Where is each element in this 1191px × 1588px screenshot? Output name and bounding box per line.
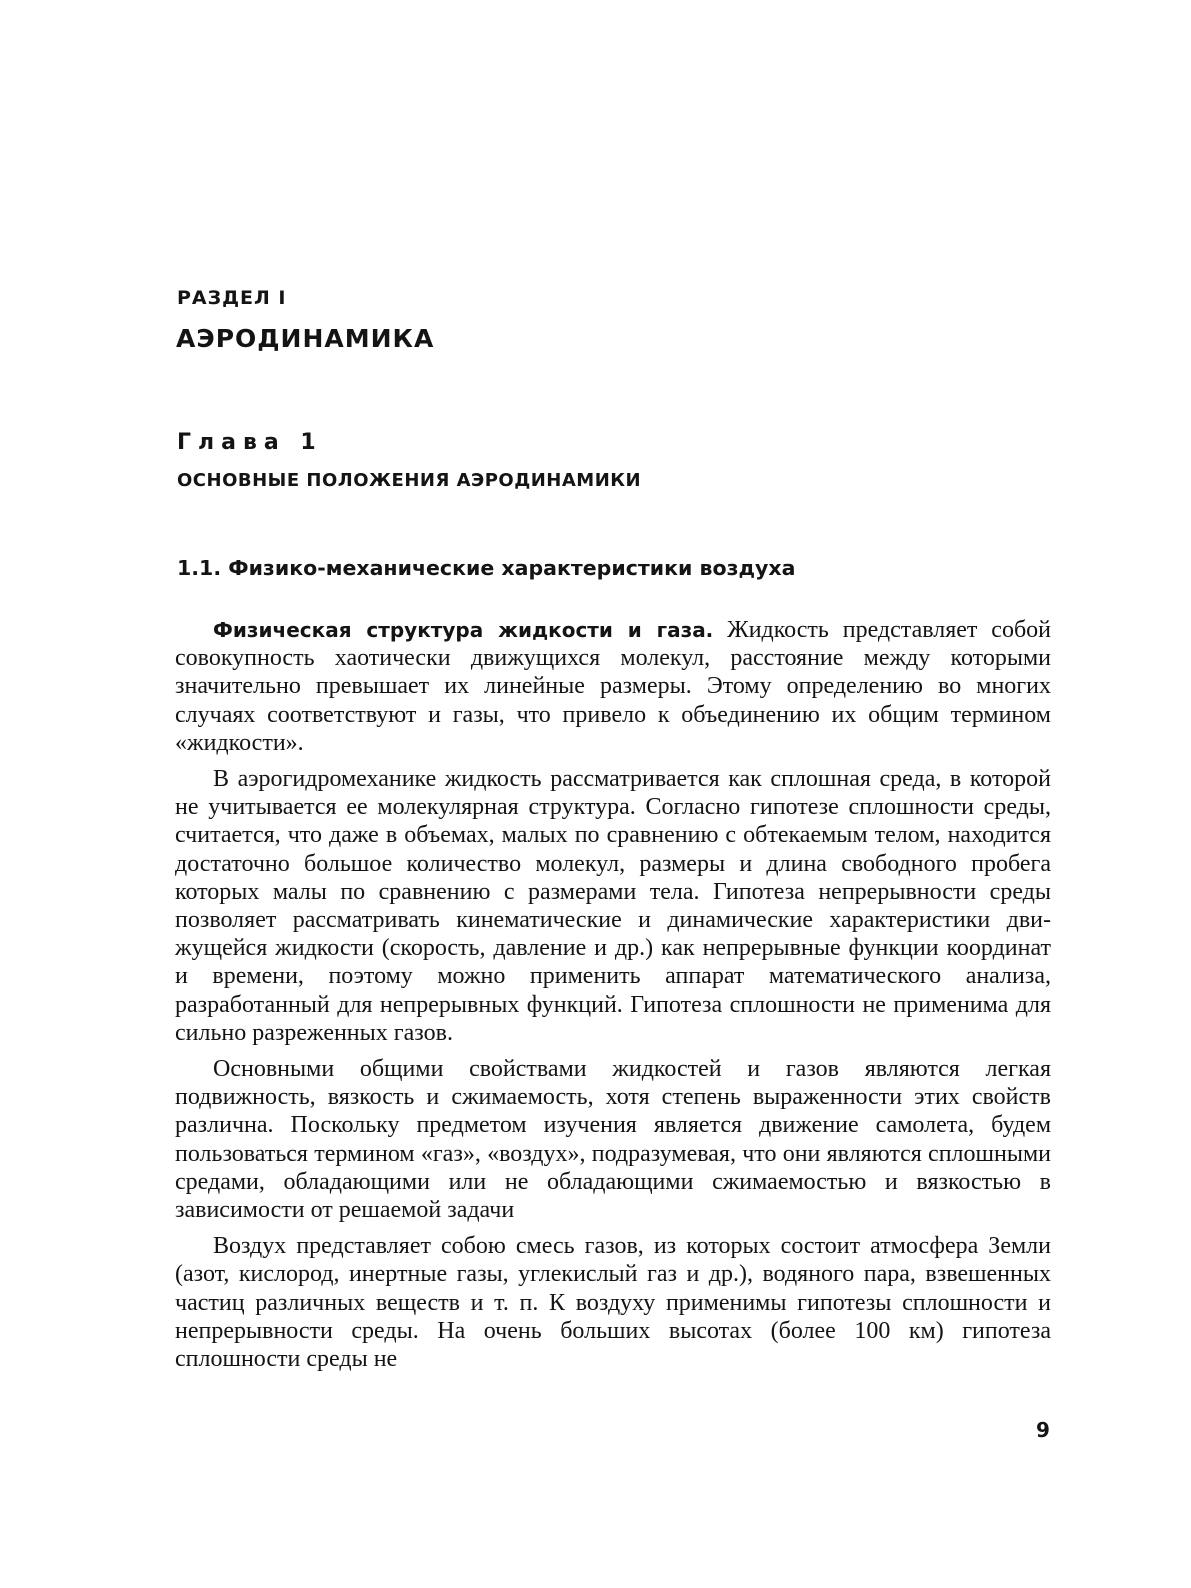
- paragraph-text: Воздух представляет собою смесь газов, из которых состоит атмосфера Земли (азот, кислород, инертные газы, углекислый газ и др.), водяного пара, взвешенных частиц различных веществ и т. п. К воздуху применимы гипотезы сплошности и непрерывности среды. На очень больших высотах (более 100 км) гипотеза сплошности среды не: [175, 1233, 1051, 1373]
- subsection-title: 1.1. Физико-механические характеристики воздуха: [177, 556, 796, 580]
- paragraph-text: В аэрогидромеханике жидкость рассматривается как сплошная среда, в которой не учитывается ее молекулярная структура. Согласно гипотезе сплошности среды, считается, что даже в объемах, малых по сравнению с обтекаемым телом, находится достаточно большое количество молекул, размеры и длина свободного пробега которых малы по сравнению с размерами тела. Гипотеза непрерывности среды позволяет рассматривать кинематические и динамические характеристики движущейся жидкости (скорость, давление и др.) как непрерывные функции координат и времени, поэтому можно применить аппарат математического анализа, разработанный для непрерывных функций. Гипотеза сплошности не применима для сильно разреженных газов.: [175, 766, 1051, 1046]
- paragraph-text: Основными общими свойствами жидкостей и газов являются легкая подвижность, вязкость и сжимаемость, хотя степень выраженности этих свойств различна. Поскольку предметом изучения является движение самолета, будем пользоваться термином «газ», «воздух», подразумевая, что они являются сплошными средами, обладающими или не обладающими сжимаемостью и вязкостью в зависимости от решаемой задачи: [175, 1056, 1051, 1224]
- paragraph: [175, 616, 1051, 757]
- paragraph: [175, 1055, 1051, 1224]
- body-text: [175, 616, 1051, 1381]
- paragraph-text: Жидкость представляет собой совокупность хаотически движущихся молекул, расстояние между которыми значительно превышает их линейные размеры. Этому определению во многих случаях соответствуют и газы, что привело к объединению их общим термином «жидкости».: [175, 617, 1052, 756]
- chapter-title: ОСНОВНЫЕ ПОЛОЖЕНИЯ АЭРОДИНАМИКИ: [177, 470, 642, 491]
- section-label: РАЗДЕЛ I: [177, 287, 287, 309]
- paragraph: [175, 765, 1051, 1047]
- section-title: АЭРОДИНАМИКА: [176, 324, 435, 353]
- chapter-label: Глава 1: [177, 430, 323, 455]
- paragraph: [175, 1232, 1051, 1373]
- paragraph-run-in-heading: Физическая структура жидкости и газа.: [213, 618, 714, 642]
- page-number: 9: [1036, 1418, 1050, 1442]
